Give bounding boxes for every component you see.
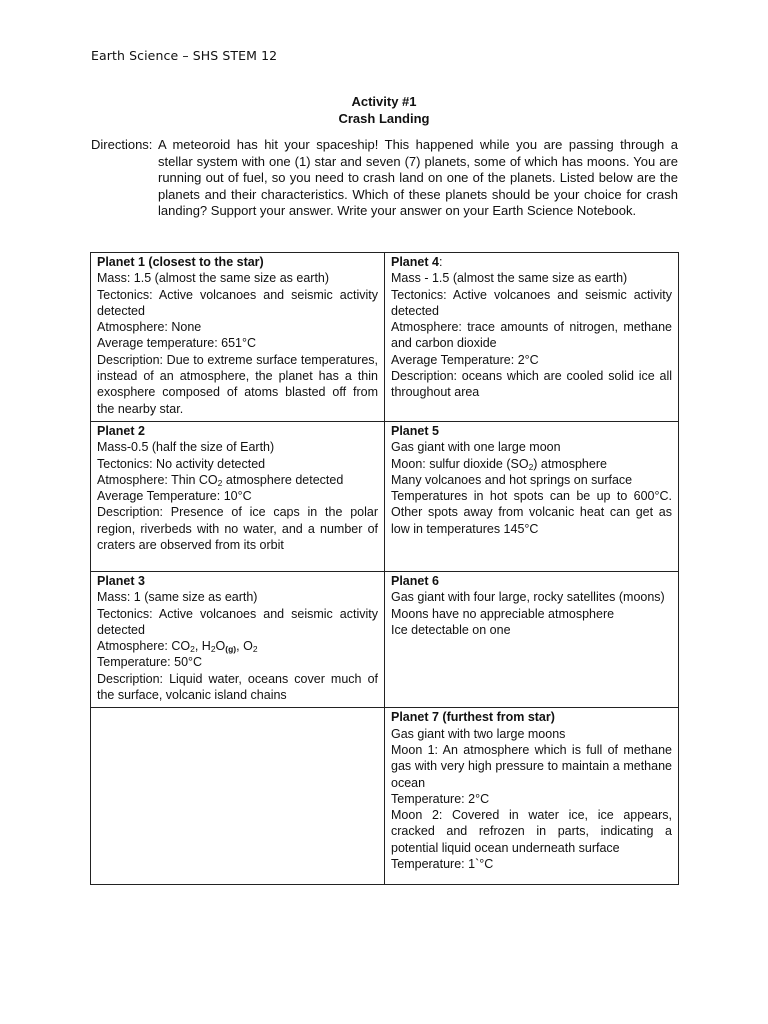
planet-4-temperature: Average Temperature: 2°C xyxy=(391,352,539,367)
planet-1-temperature: Average temperature: 651°C xyxy=(97,336,257,351)
directions-label: Directions: xyxy=(91,137,153,152)
planet-4-title-line xyxy=(391,254,672,270)
planet-4-mass: Mass - 1.5 (almost the same size as earth) xyxy=(391,271,628,286)
planet-2-atmosphere xyxy=(97,472,378,488)
planet-5-moon-pre: Moon: sulfur dioxide (SO xyxy=(391,456,529,471)
planet-7-cell xyxy=(385,708,679,885)
planet-3-description: Description: Liquid water, oceans cover much of the surface, volcanic island chains xyxy=(97,671,378,703)
planet-2-temperature: Average Temperature: 10°C xyxy=(97,489,252,504)
planet-6-line-3: Ice detectable on one xyxy=(391,622,511,637)
planet-2-mass: Mass-0.5 (half the size of Earth) xyxy=(97,440,275,455)
planet-6-title: Planet 6 xyxy=(391,573,439,588)
planet-2-atmosphere-post: atmosphere detected xyxy=(222,472,344,487)
planet-3-atm-c: O xyxy=(215,639,226,654)
planet-7-line-2: Moon 1: An atmosphere which is full of methane gas with very high pressure to maintain a methane ocean xyxy=(391,742,672,790)
planet-3-atm-a-sub: 2 xyxy=(190,644,195,655)
planet-1-title: Planet 1 (closest to the star) xyxy=(97,255,264,269)
planet-4-cell xyxy=(385,253,679,422)
planet-6-line-2: Moons have no appreciable atmosphere xyxy=(391,606,615,621)
planet-5-line-1: Gas giant with one large moon xyxy=(391,440,561,455)
planet-3-atm-a: Atmosphere: CO xyxy=(97,639,191,654)
planet-2-atmosphere-pre: Atmosphere: Thin CO xyxy=(97,472,218,487)
planet-3-mass: Mass: 1 (same size as earth) xyxy=(97,590,258,605)
planet-6-line-1: Gas giant with four large, rocky satellites (moons) xyxy=(391,590,665,605)
planet-4-atmosphere: Atmosphere: trace amounts of nitrogen, methane and carbon dioxide xyxy=(391,320,672,351)
planet-3-atm-c-sub: (g) xyxy=(225,644,237,655)
planet-7-title: Planet 7 (furthest from star) xyxy=(391,710,555,725)
planet-6-cell xyxy=(385,571,679,707)
activity-title: Crash Landing xyxy=(338,111,430,126)
course-header: Earth Science – SHS STEM 12 xyxy=(91,48,278,63)
planet-2-cell xyxy=(91,421,385,571)
planet-4-description: Description: oceans which are cooled solid ice all throughout area xyxy=(391,369,672,400)
directions-text: A meteoroid has hit your spaceship! This happened while you are passing through a stellar system with one (1) star and seven (7) planets, some of which has moons. You are running out of fuel, so you need to crash land on one of the planets. Listed below are the planets and their characteristics. Which of these planets should be your choice for crash landing? Support your answer. Write your answer on your Earth Science Notebook. xyxy=(158,137,678,218)
planet-3-atm-b-sub: 2 xyxy=(210,644,216,655)
planet-1-atmosphere: Atmosphere: None xyxy=(97,320,202,335)
planet-3-atm-d: , O xyxy=(236,639,253,654)
directions-paragraph xyxy=(91,137,678,220)
planets-table xyxy=(90,252,679,885)
planet-5-moon xyxy=(391,456,672,472)
planet-7-line-5: Temperature: 1`°C xyxy=(391,857,494,872)
table-row xyxy=(91,708,679,885)
planet-3-atm-d-sub: 2 xyxy=(252,644,258,655)
planet-3-tectonics: Tectonics: Active volcanoes and seismic activity detected xyxy=(97,606,378,637)
planet-2-tectonics: Tectonics: No activity detected xyxy=(97,456,266,471)
planet-3-cell xyxy=(91,571,385,707)
table-row xyxy=(91,421,679,571)
planet-4-title-colon: : xyxy=(438,255,443,269)
planet-1-cell xyxy=(91,253,385,422)
planet-4-tectonics: Tectonics: Active volcanoes and seismic activity detected xyxy=(391,287,672,318)
planet-7-line-3: Temperature: 2°C xyxy=(391,791,490,806)
planet-1-tectonics: Tectonics: Active volcanoes and seismic activity detected xyxy=(97,287,378,318)
planet-5-line-4: Temperatures in hot spots can be up to 600°C. Other spots away from volcanic heat can get as low in temperatures 145°C xyxy=(391,489,672,536)
planet-5-cell xyxy=(385,421,679,571)
planet-3-temperature: Temperature: 50°C xyxy=(97,655,203,670)
planet-5-moon-sub: 2 xyxy=(528,461,534,472)
planet-1-mass: Mass: 1.5 (almost the same size as earth) xyxy=(97,271,330,286)
planet-7-line-4: Moon 2: Covered in water ice, ice appears, cracked and refrozen in parts, indicating a potential liquid ocean underneath surface xyxy=(391,808,672,855)
planet-2-description: Description: Presence of ice caps in the polar region, riverbeds with no water, and a number of craters are observed from its orbit xyxy=(97,505,378,553)
table-row xyxy=(91,253,679,422)
table-row xyxy=(91,571,679,707)
empty-cell xyxy=(91,708,385,885)
planet-3-atmosphere xyxy=(97,638,378,654)
planet-1-description: Description: Due to extreme surface temperatures, instead of an atmosphere, the planet has a thin exosphere composed of atoms blasted off from the nearby star. xyxy=(97,352,378,416)
planet-2-atmosphere-sub: 2 xyxy=(217,477,223,488)
planet-5-moon-post: ) atmosphere xyxy=(533,456,607,471)
planet-3-title: Planet 3 xyxy=(97,573,145,588)
planet-5-title: Planet 5 xyxy=(391,423,439,438)
planet-7-line-1: Gas giant with two large moons xyxy=(391,726,566,741)
planet-5-line-3: Many volcanoes and hot springs on surface xyxy=(391,472,633,487)
planet-3-atm-b: , H xyxy=(194,639,211,654)
planet-4-title: Planet 4 xyxy=(391,255,439,269)
planet-2-title: Planet 2 xyxy=(97,423,145,438)
activity-number: Activity #1 xyxy=(351,94,417,109)
